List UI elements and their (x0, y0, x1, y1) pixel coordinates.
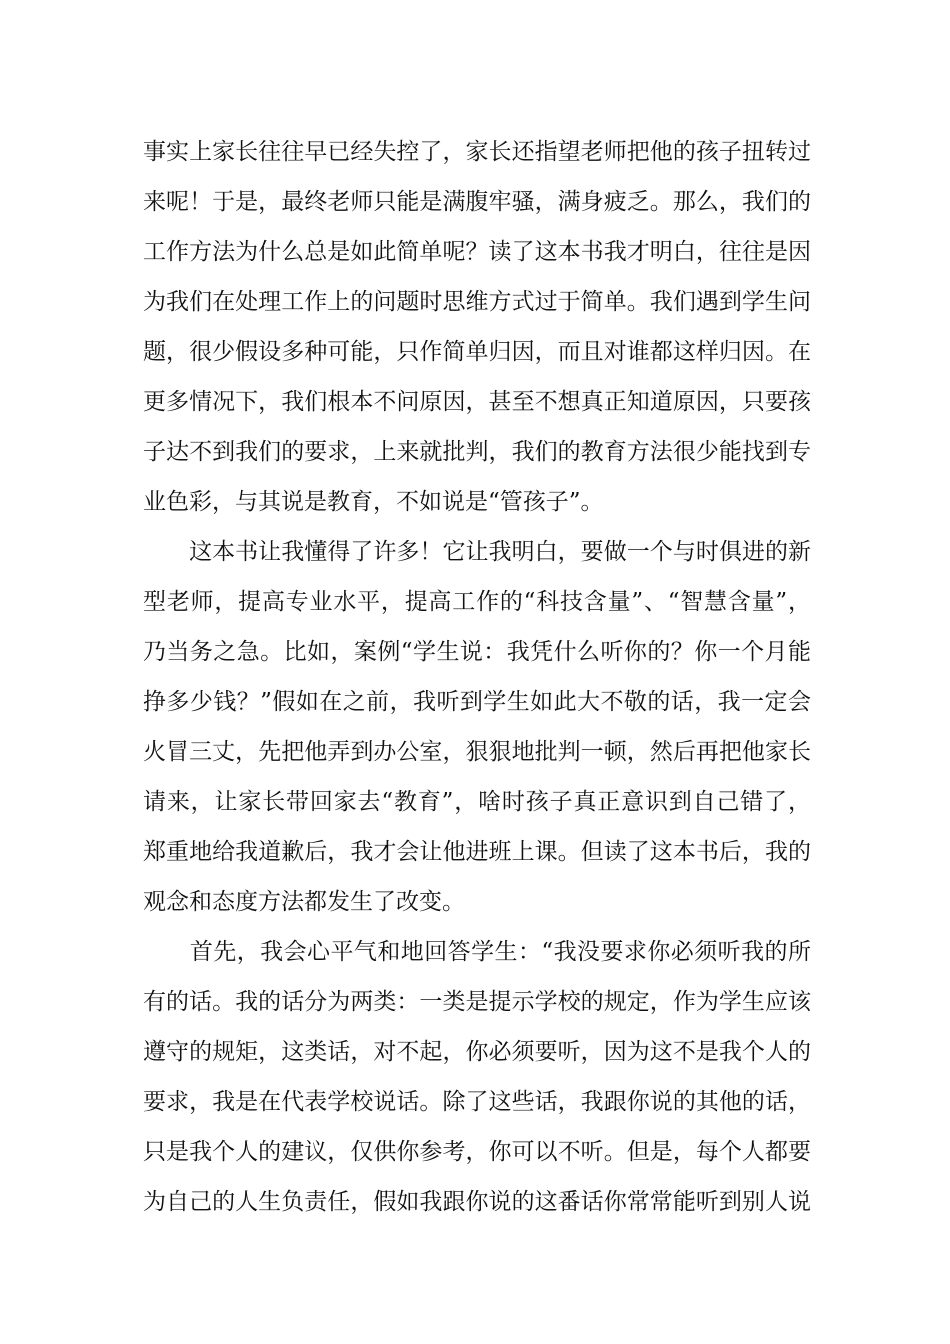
text-line: 业色彩，与其说是教育，不如说是“管孩子”。 (143, 489, 604, 515)
text-line: 遵守的规矩，这类话，对不起，你必须要听，因为这不是我个人的 (143, 1039, 811, 1065)
text-line: 首先，我会心平气和地回答学生：“我没要求你必须听我的所 (143, 939, 811, 965)
text-line: 事实上家长往往早已经失控了，家长还指望老师把他的孩子扭转过 (143, 139, 811, 165)
text-line: 工作方法为什么总是如此简单呢？读了这本书我才明白，往往是因 (143, 239, 811, 265)
text-line: 要求，我是在代表学校说话。除了这些话，我跟你说的其他的话， (143, 1089, 811, 1115)
text-line: 子达不到我们的要求，上来就批判，我们的教育方法很少能找到专 (143, 439, 811, 465)
text-line: 挣多少钱？”假如在之前，我听到学生如此大不敬的话，我一定会 (143, 689, 811, 715)
text-line: 观念和态度方法都发生了改变。 (143, 889, 465, 915)
text-line: 为自己的人生负责任，假如我跟你说的这番话你常常能听到别人说 (143, 1189, 811, 1215)
text-line: 型老师，提高专业水平，提高工作的“科技含量”、“智慧含量”， (143, 589, 811, 615)
text-line: 乃当务之急。比如，案例“学生说：我凭什么听你的？你一个月能 (143, 639, 811, 665)
text-line: 更多情况下，我们根本不问原因，甚至不想真正知道原因，只要孩 (143, 389, 811, 415)
paragraph (143, 530, 811, 930)
text-line: 为我们在处理工作上的问题时思维方式过于简单。我们遇到学生问 (143, 289, 811, 315)
text-line: 只是我个人的建议，仅供你参考，你可以不听。但是，每个人都要 (143, 1139, 811, 1165)
text-line: 火冒三丈，先把他弄到办公室，狠狠地批判一顿，然后再把他家长 (143, 739, 811, 765)
paragraph (143, 930, 811, 1230)
text-line: 请来，让家长带回家去“教育”，啥时孩子真正意识到自己错了， (143, 789, 811, 815)
paragraph (143, 130, 811, 530)
text-line: 来呢！于是，最终老师只能是满腹牢骚，满身疲乏。那么，我们的 (143, 189, 811, 215)
text-line: 郑重地给我道歉后，我才会让他进班上课。但读了这本书后，我的 (143, 839, 811, 865)
text-line: 有的话。我的话分为两类：一类是提示学校的规定，作为学生应该 (143, 989, 811, 1015)
document-body (143, 130, 811, 1230)
text-line: 这本书让我懂得了许多！它让我明白，要做一个与时俱进的新 (143, 539, 811, 565)
text-line: 题，很少假设多种可能，只作简单归因，而且对谁都这样归因。在 (143, 339, 811, 365)
